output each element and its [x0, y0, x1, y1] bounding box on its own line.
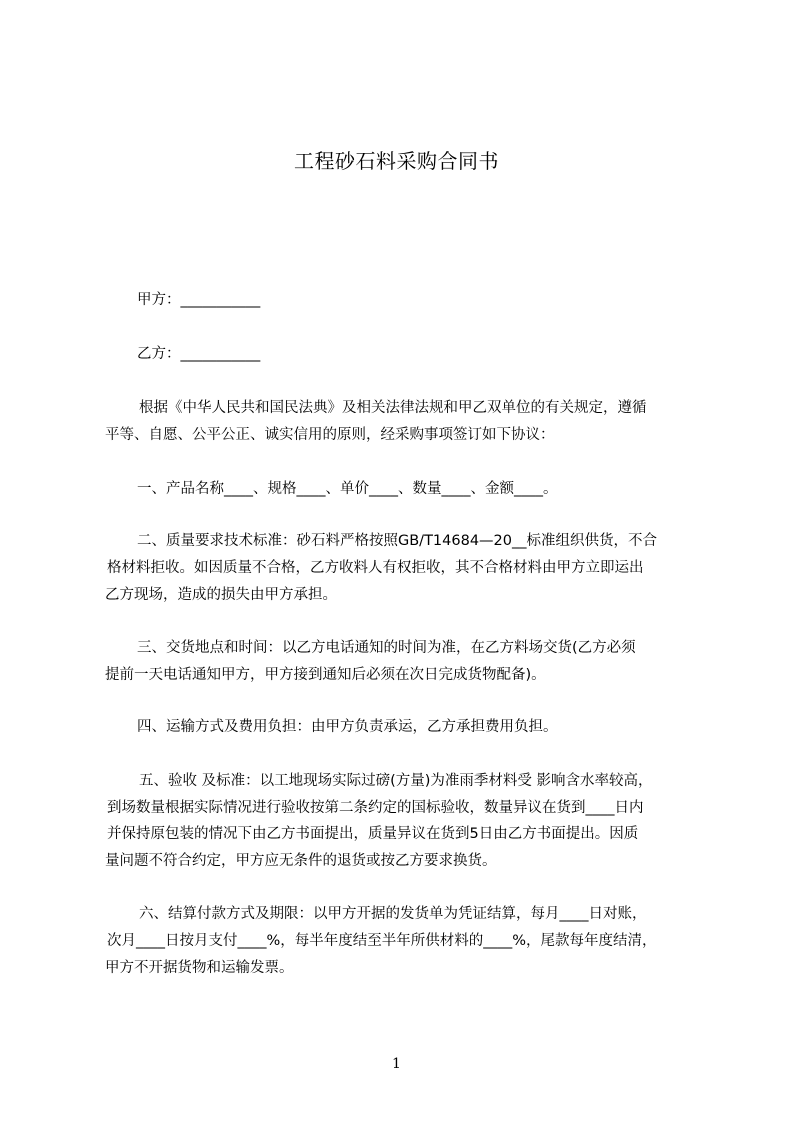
clause-2-line-3: 乙方现场，造成的损失由甲方承担。 [105, 587, 337, 603]
clause-2-line-2: 格材料拒收。如因质量不合格，乙方收料人有权拒收，其不合格材料由甲方立即运出 [107, 560, 644, 576]
clause-1-line-1: 一、产品名称____、规格____、单价____、数量____、金额____。 [137, 481, 558, 497]
party-a-line: 甲方：___________ [137, 292, 261, 308]
clause-5-line-4: 量问题不符合约定，甲方应无条件的退货或按乙方要求换货。 [105, 853, 497, 869]
clause-6-line-1: 六、结算付款方式及期限：以甲方开据的发货单为凭证结算，每月____日对账， [139, 906, 647, 922]
preamble-line-2: 平等、自愿、公平公正、诚实信用的原则，经采购事项签订如下协议： [105, 427, 555, 443]
clause-5-line-3: 并保持原包装的情况下由乙方书面提出，质量异议在货到5日由乙方书面提出。因质 [107, 826, 639, 842]
party-b-line: 乙方：___________ [137, 346, 261, 362]
clause-6-line-2: 次月____日按月支付____%，每半年度结至半年所供材料的____%，尾款每年度结清， [107, 933, 657, 949]
clause-3-line-1: 三、交货地点和时间：以乙方电话通知的时间为准，在乙方料场交货(乙方必须 [137, 640, 636, 656]
clause-6-line-3: 甲方不开据货物和运输发票。 [105, 960, 294, 976]
clause-5-line-2: 到场数量根据实际情况进行验收按第二条约定的国标验收，数量异议在货到____日内 [107, 800, 644, 816]
contract-title: 工程砂石料采购合同书 [294, 149, 499, 173]
clause-2-line-1: 二、质量要求技术标准：砂石料严格按照GB/T14684—20__标准组织供货，不合 [137, 533, 658, 549]
preamble-line-1: 根据《中华人民共和国民法典》及相关法律法规和甲乙双单位的有关规定，遵循 [139, 400, 647, 416]
page-number: 1 [392, 1056, 401, 1072]
clause-4-line-1: 四、运输方式及费用负担：由甲方负责承运，乙方承担费用负担。 [137, 719, 558, 735]
clause-3-line-2: 提前一天电话通知甲方，甲方接到通知后必须在次日完成货物配备)。 [105, 667, 546, 683]
clause-5-line-1: 五、验收 及标准：以工地现场实际过磅(方量)为准雨季材料受 影响含水率较高， [139, 773, 653, 789]
